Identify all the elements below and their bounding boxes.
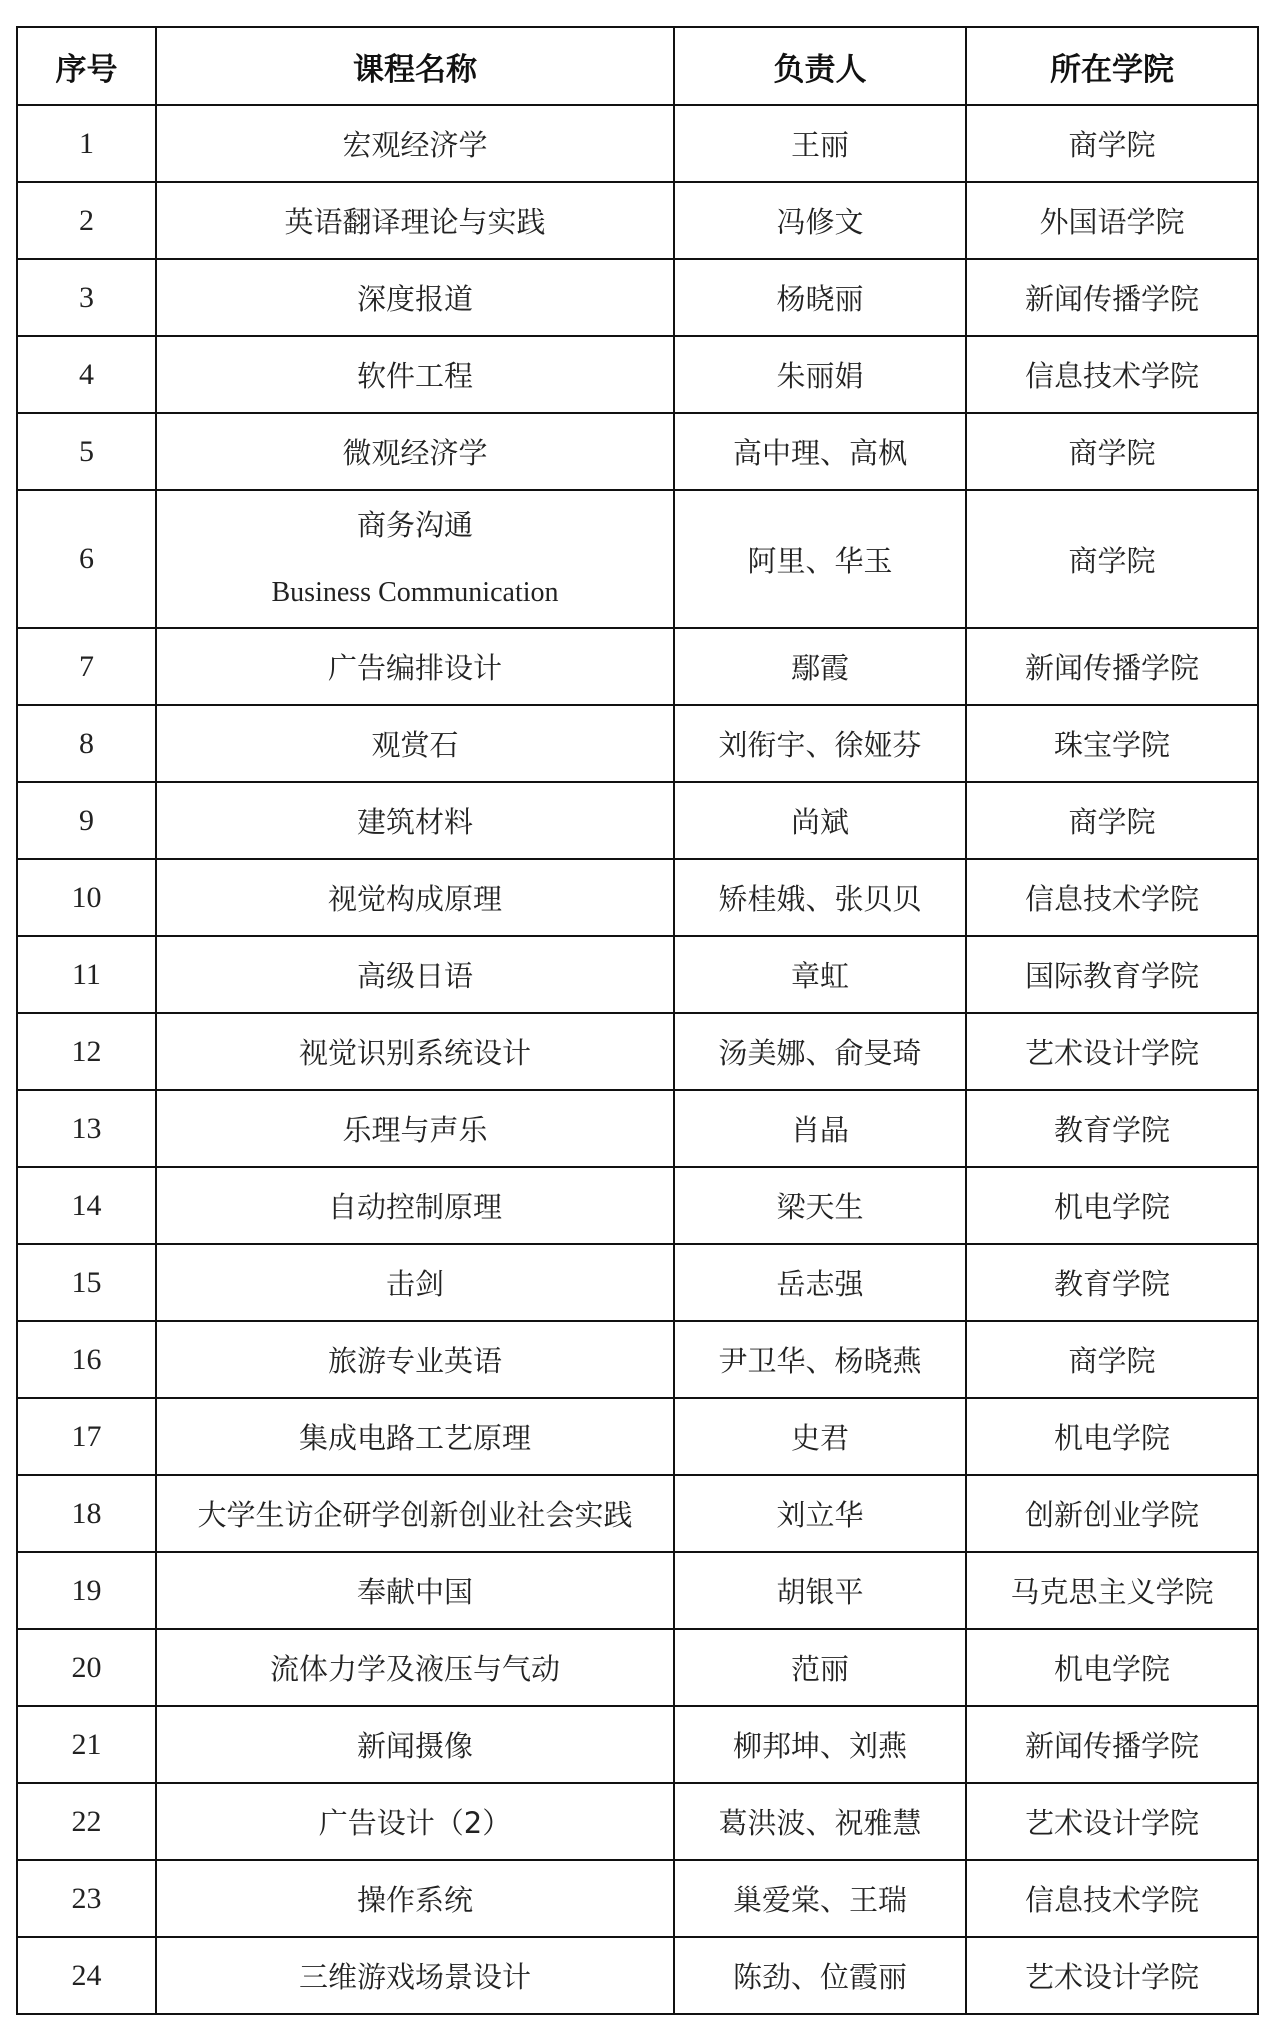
row-number: 16 [17, 1321, 156, 1398]
table-row [17, 859, 1258, 936]
college-name: 珠宝学院 [966, 705, 1258, 782]
course-name: 集成电路工艺原理 [156, 1398, 674, 1475]
course-name: 奉献中国 [156, 1552, 674, 1629]
row-number: 17 [17, 1398, 156, 1475]
course-name: 广告编排设计 [156, 628, 674, 705]
row-number: 23 [17, 1860, 156, 1937]
table-row [17, 1244, 1258, 1321]
row-number: 1 [17, 105, 156, 182]
course-name: 广告设计（2） [156, 1783, 674, 1860]
row-number: 20 [17, 1629, 156, 1706]
course-name: 乐理与声乐 [156, 1090, 674, 1167]
header-course-name: 课程名称 [156, 27, 674, 105]
table-row [17, 1167, 1258, 1244]
table-row [17, 1013, 1258, 1090]
course-lead: 矫桂娥、张贝贝 [674, 859, 966, 936]
college-name: 外国语学院 [966, 182, 1258, 259]
course-lead: 胡银平 [674, 1552, 966, 1629]
college-name: 信息技术学院 [966, 336, 1258, 413]
course-name-cell [156, 490, 674, 628]
table-row [17, 936, 1258, 1013]
college-name: 商学院 [966, 490, 1258, 628]
course-lead: 岳志强 [674, 1244, 966, 1321]
row-number: 5 [17, 413, 156, 490]
course-name: 大学生访企研学创新创业社会实践 [156, 1475, 674, 1552]
table-row [17, 628, 1258, 705]
row-number: 7 [17, 628, 156, 705]
course-lead: 史君 [674, 1398, 966, 1475]
course-name: 操作系统 [156, 1860, 674, 1937]
course-lead: 鄢霞 [674, 628, 966, 705]
row-number: 21 [17, 1706, 156, 1783]
row-number: 22 [17, 1783, 156, 1860]
row-number: 14 [17, 1167, 156, 1244]
row-number: 24 [17, 1937, 156, 2014]
course-list-sheet [16, 26, 1257, 2015]
table-row [17, 705, 1258, 782]
course-name: 宏观经济学 [156, 105, 674, 182]
college-name: 教育学院 [966, 1244, 1258, 1321]
course-lead: 朱丽娟 [674, 336, 966, 413]
table-row [17, 1552, 1258, 1629]
course-lead: 杨晓丽 [674, 259, 966, 336]
course-lead: 范丽 [674, 1629, 966, 1706]
course-name: 观赏石 [156, 705, 674, 782]
row-number: 13 [17, 1090, 156, 1167]
table-row [17, 782, 1258, 859]
row-number: 8 [17, 705, 156, 782]
college-name: 商学院 [966, 1321, 1258, 1398]
course-lead: 刘衔宇、徐娅芬 [674, 705, 966, 782]
course-lead: 刘立华 [674, 1475, 966, 1552]
course-name: 新闻摄像 [156, 1706, 674, 1783]
course-lead: 梁天生 [674, 1167, 966, 1244]
college-name: 新闻传播学院 [966, 259, 1258, 336]
table-row [17, 1090, 1258, 1167]
course-lead: 巢爱棠、王瑞 [674, 1860, 966, 1937]
course-lead: 高中理、高枫 [674, 413, 966, 490]
college-name: 机电学院 [966, 1167, 1258, 1244]
table-row [17, 1706, 1258, 1783]
header-college: 所在学院 [966, 27, 1258, 105]
table-row [17, 259, 1258, 336]
course-lead: 王丽 [674, 105, 966, 182]
header-no: 序号 [17, 27, 156, 105]
row-number: 10 [17, 859, 156, 936]
course-lead: 陈劲、位霞丽 [674, 1937, 966, 2014]
table-row [17, 490, 1258, 628]
college-name: 商学院 [966, 782, 1258, 859]
table-row [17, 182, 1258, 259]
college-name: 艺术设计学院 [966, 1937, 1258, 2014]
row-number: 12 [17, 1013, 156, 1090]
table-row [17, 1629, 1258, 1706]
row-number: 15 [17, 1244, 156, 1321]
table-row [17, 1475, 1258, 1552]
college-name: 商学院 [966, 105, 1258, 182]
course-lead: 阿里、华玉 [674, 490, 966, 628]
row-number: 9 [17, 782, 156, 859]
row-number: 3 [17, 259, 156, 336]
table-row [17, 105, 1258, 182]
college-name: 新闻传播学院 [966, 1706, 1258, 1783]
table-row [17, 413, 1258, 490]
row-number: 4 [17, 336, 156, 413]
table-row [17, 336, 1258, 413]
college-name: 机电学院 [966, 1398, 1258, 1475]
course-name: 软件工程 [156, 336, 674, 413]
college-name: 信息技术学院 [966, 1860, 1258, 1937]
course-lead: 葛洪波、祝雅慧 [674, 1783, 966, 1860]
course-lead: 章虹 [674, 936, 966, 1013]
course-lead: 冯修文 [674, 182, 966, 259]
course-name: 英语翻译理论与实践 [156, 182, 674, 259]
course-lead: 尚斌 [674, 782, 966, 859]
header-lead: 负责人 [674, 27, 966, 105]
row-number: 19 [17, 1552, 156, 1629]
college-name: 马克思主义学院 [966, 1552, 1258, 1629]
college-name: 教育学院 [966, 1090, 1258, 1167]
header-row [17, 27, 1258, 105]
college-name: 创新创业学院 [966, 1475, 1258, 1552]
row-number: 18 [17, 1475, 156, 1552]
course-name: 高级日语 [156, 936, 674, 1013]
course-name: 击剑 [156, 1244, 674, 1321]
college-name: 新闻传播学院 [966, 628, 1258, 705]
college-name: 商学院 [966, 413, 1258, 490]
course-name: 微观经济学 [156, 413, 674, 490]
course-lead: 柳邦坤、刘燕 [674, 1706, 966, 1783]
course-name: 建筑材料 [156, 782, 674, 859]
table-row [17, 1860, 1258, 1937]
college-name: 机电学院 [966, 1629, 1258, 1706]
course-name: 自动控制原理 [156, 1167, 674, 1244]
college-name: 艺术设计学院 [966, 1013, 1258, 1090]
course-lead: 肖晶 [674, 1090, 966, 1167]
table-row [17, 1783, 1258, 1860]
course-name: 三维游戏场景设计 [156, 1937, 674, 2014]
table-row [17, 1321, 1258, 1398]
college-name: 国际教育学院 [966, 936, 1258, 1013]
course-table [16, 26, 1259, 2015]
course-name: 深度报道 [156, 259, 674, 336]
row-number: 6 [17, 490, 156, 628]
course-name: 流体力学及液压与气动 [156, 1629, 674, 1706]
course-lead: 汤美娜、俞旻琦 [674, 1013, 966, 1090]
college-name: 信息技术学院 [966, 859, 1258, 936]
college-name: 艺术设计学院 [966, 1783, 1258, 1860]
row-number: 2 [17, 182, 156, 259]
course-name: 视觉识别系统设计 [156, 1013, 674, 1090]
table-body [17, 105, 1258, 2014]
course-name-english: Business Communication [271, 577, 559, 608]
table-row [17, 1398, 1258, 1475]
course-name: 旅游专业英语 [156, 1321, 674, 1398]
course-lead: 尹卫华、杨晓燕 [674, 1321, 966, 1398]
table-row [17, 1937, 1258, 2014]
course-name: 视觉构成原理 [156, 859, 674, 936]
row-number: 11 [17, 936, 156, 1013]
course-name: 商务沟通 [356, 508, 473, 542]
